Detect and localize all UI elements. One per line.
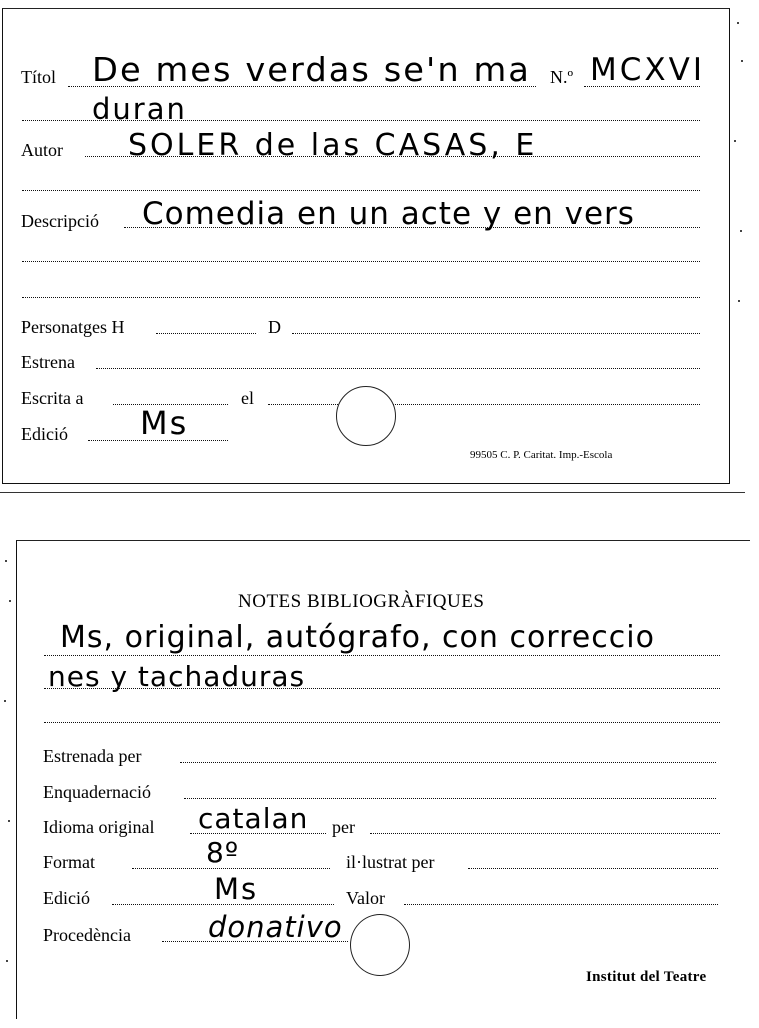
estrenada-label: Estrenada per — [43, 746, 142, 766]
number-label: N.º — [550, 67, 574, 87]
el-line — [268, 404, 700, 405]
personatges-h-label: Personatges H — [21, 317, 125, 337]
illustrat-line — [468, 868, 718, 869]
personatges-d-line — [292, 333, 700, 334]
illustrat-label: il·lustrat per — [346, 852, 435, 872]
edicio2-label: Edició — [43, 888, 90, 908]
punch-hole-2 — [350, 914, 410, 976]
el-label: el — [241, 388, 254, 408]
notes-line-1 — [44, 655, 720, 656]
autor-label: Autor — [21, 140, 63, 160]
idioma-value: catalan — [198, 802, 309, 835]
edicio-value: Ms — [140, 404, 189, 442]
scan-speck — [737, 22, 739, 24]
autor-value: SOLER de las CASAS, E — [128, 128, 538, 163]
idioma-per-label: per — [332, 817, 355, 837]
notes-value-1: Ms, original, autógrafo, con correccio — [60, 620, 655, 655]
procedencia-label: Procedència — [43, 925, 131, 945]
edicio2-value: Ms — [214, 872, 259, 906]
titol-label: Títol — [21, 67, 56, 87]
descripcio-line-2 — [22, 261, 700, 262]
notes-value-2: nes y tachaduras — [48, 660, 306, 693]
valor-line — [404, 904, 718, 905]
enquadernacio-label: Enquadernació — [43, 782, 151, 802]
notes-heading: NOTES BIBLIOGRÀFIQUES — [238, 591, 485, 612]
scan-speck — [740, 230, 742, 232]
card-divider — [0, 492, 745, 493]
idioma-label: Idioma original — [43, 817, 155, 837]
institution-label: Institut del Teatre — [586, 969, 707, 985]
number-value: MCXVI — [590, 52, 705, 88]
autor-line-2 — [22, 190, 700, 191]
enquadernacio-line — [184, 798, 716, 799]
scan-speck — [734, 140, 736, 142]
descripcio-line-3 — [22, 297, 700, 298]
format-label: Format — [43, 852, 95, 872]
scan-speck — [6, 960, 8, 962]
scan-speck — [8, 820, 10, 822]
procedencia-value: donativo — [208, 910, 343, 944]
descripcio-value: Comedia en un acte y en vers — [142, 196, 635, 232]
scan-speck — [5, 560, 7, 562]
scan-speck — [738, 300, 740, 302]
personatges-d-label: D — [268, 317, 281, 337]
format-value: 8º — [206, 836, 240, 869]
notes-line-3 — [44, 722, 720, 723]
scan-speck — [741, 60, 743, 62]
estrena-label: Estrena — [21, 352, 75, 372]
personatges-h-line — [156, 333, 256, 334]
escrita-label: Escrita a — [21, 388, 84, 408]
punch-hole — [336, 386, 396, 446]
descripcio-label: Descripció — [21, 211, 99, 231]
idioma-per-line — [370, 833, 720, 834]
estrena-line — [96, 368, 700, 369]
estrenada-line — [180, 762, 716, 763]
valor-label: Valor — [346, 888, 385, 908]
titol-value: De mes verdas se'n ma — [92, 50, 531, 89]
scan-speck — [9, 600, 11, 602]
titol-value-2: duran — [92, 92, 187, 126]
edicio-label: Edició — [21, 424, 68, 444]
printer-mark: 99505 C. P. Caritat. Imp.-Escola — [470, 449, 613, 461]
scan-speck — [4, 700, 6, 702]
